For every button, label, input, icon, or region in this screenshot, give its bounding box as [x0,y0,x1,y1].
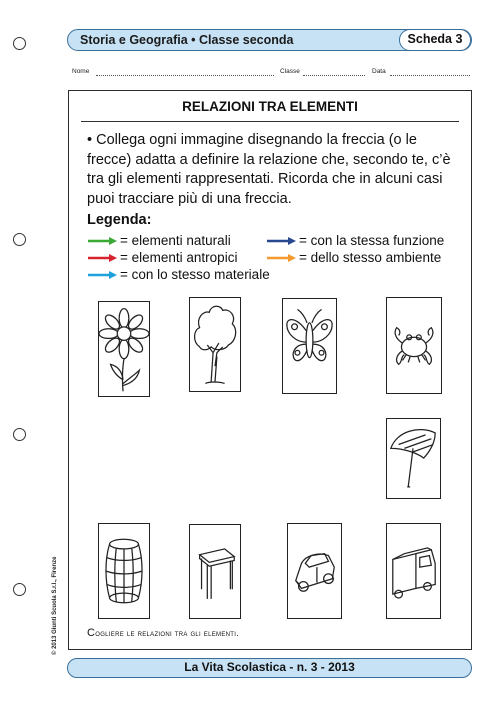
binder-hole [13,428,26,441]
image-card-table[interactable] [189,524,241,619]
table-icon [190,525,240,618]
nome-field[interactable] [96,75,274,76]
image-card-barrel[interactable] [98,523,150,619]
binder-hole [13,583,26,596]
legend-title: Legenda: [87,212,152,228]
barrel-icon [99,524,149,618]
umbrella-icon [387,419,440,498]
scheda-badge: Scheda 3 [399,29,471,51]
image-card-butterfly[interactable] [282,298,337,394]
footer-bar: La Vita Scolastica - n. 3 - 2013 [67,658,472,678]
flower-icon [99,302,149,396]
image-card-truck[interactable] [386,523,441,619]
cyan-arrow-icon [87,271,117,279]
header-title: Storia e Geografia • Classe seconda [80,33,294,47]
binder-hole [13,233,26,246]
classe-field[interactable] [303,75,365,76]
image-card-umbrella[interactable] [386,418,441,499]
image-card-tree[interactable] [189,297,241,392]
image-card-flower[interactable] [98,301,150,397]
legend-item-material [87,267,270,283]
legend-label: = elementi naturali [120,233,231,248]
classe-label: Classe [280,68,300,75]
student-fields [72,68,472,78]
learning-objective: Cogliere le relazioni tra gli elementi. [87,627,240,639]
worksheet-title: RELAZIONI TRA ELEMENTI [182,99,358,114]
data-label: Data [372,68,386,75]
green-arrow-icon [87,237,117,245]
crab-icon [387,298,441,393]
legend-label: = con lo stesso materiale [120,267,270,282]
legend-label: = con la stessa funzione [299,233,445,248]
title-divider [81,121,459,122]
copyright-text: © 2013 Giunti Scuola S.r.l., Firenze [52,556,58,655]
legend-item-environment [266,250,441,266]
truck-icon [387,524,440,618]
tree-icon [190,298,240,391]
image-card-car[interactable] [287,523,342,619]
legend-item-function [266,233,444,249]
image-card-crab[interactable] [386,297,442,394]
nome-label: Nome [72,68,90,75]
instruction-text: • Collega ogni immagine disegnando la freccia (o le frecce) adatta a definire la relazione che, secondo te, c’è tra gli elementi rappresentati. Ricorda che in alcuni casi puoi tracciare più di una freccia. [87,132,451,207]
legend-item-natural [87,233,231,249]
car-icon [288,524,341,618]
butterfly-icon [283,299,336,393]
legend-item-anthropic [87,250,237,266]
header-bar [67,29,472,51]
blue-arrow-icon [266,237,296,245]
worksheet-box [68,90,472,650]
legend-label: = elementi antropici [120,250,238,265]
legend-label: = dello stesso ambiente [299,250,442,265]
orange-arrow-icon [266,254,296,262]
red-arrow-icon [87,254,117,262]
data-field[interactable] [390,75,470,76]
binder-hole [13,37,26,50]
